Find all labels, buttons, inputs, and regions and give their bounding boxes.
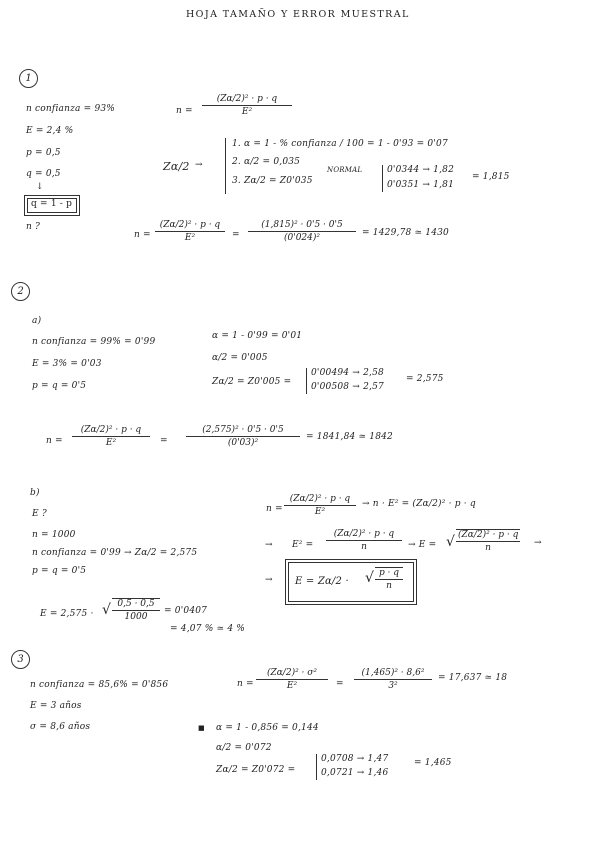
- p2a-error: E = 3% = 0'03: [32, 359, 102, 369]
- p2b-f2-arrow: →: [265, 540, 273, 550]
- p1-error: E = 2,4 %: [26, 126, 74, 136]
- p3-interp-brace: [316, 754, 317, 780]
- p2b-f2-sqrt-fraction: [456, 529, 520, 553]
- p2b-calc-result: = 0'0407: [164, 606, 208, 616]
- p1-normal-label: NORMAL: [327, 166, 363, 174]
- p1-z-arrow: →: [195, 160, 203, 170]
- p2b-label: b): [30, 488, 40, 498]
- p1-interp1: 0'0344 → 1,82: [387, 165, 455, 175]
- p2b-f1-arrow: → n · E² = (Zα/2)² · p · q: [362, 499, 476, 509]
- p2b-boxed-arrow: →: [265, 575, 273, 585]
- p2a-z: Zα/2 = Z0'005 =: [212, 377, 292, 387]
- p2b-boxed-sqrt-icon: √: [365, 570, 375, 586]
- p2b-calc-sqrt-fraction: [112, 598, 160, 622]
- p1-q: q = 0,5: [26, 169, 61, 179]
- p1-formula-fraction: [202, 94, 292, 117]
- p2b-n: n = 1000: [32, 530, 76, 540]
- p3-interp-result: = 1,465: [414, 758, 452, 768]
- p1-calc-num2: (1,815)² · 0'5 · 0'5: [248, 220, 356, 232]
- p1-calc-den2: (0'024)²: [283, 233, 320, 243]
- p1-formula-lhs: n =: [176, 106, 193, 116]
- p2b-calc-sqrt-den: 1000: [124, 612, 148, 622]
- p2b-calc-sqrt-icon: √: [102, 602, 112, 618]
- p2b-f2-num: (Zα/2)² · p · q: [326, 529, 402, 541]
- p1-interp2: 0'0351 → 1,81: [387, 180, 455, 190]
- p1-calc-fraction-1: [155, 220, 225, 243]
- p2a-calc-result: = 1841,84 ≃ 1842: [306, 432, 393, 442]
- p1-calc-den1: E²: [184, 233, 196, 243]
- p2b-f1-lhs: n =: [266, 504, 283, 514]
- p2b-f2-arrow2: → E =: [408, 540, 437, 550]
- p3-formula-lhs: n =: [237, 679, 254, 689]
- p2b-f2-fraction: [326, 529, 402, 552]
- p2b-boxed-sqrt-fraction: [375, 567, 403, 591]
- p2a-calc-eq: =: [160, 436, 168, 446]
- p3-formula-num: (Zα/2)² · σ²: [256, 668, 328, 680]
- p3-formula-fraction: [256, 668, 328, 691]
- p1-confianza: n confianza = 93%: [26, 104, 116, 114]
- p3-interp1: 0,0708 → 1,47: [321, 754, 389, 764]
- p1-z-label: Zα/2: [163, 160, 190, 173]
- p3-calc-result: = 17,637 ≃ 18: [438, 673, 508, 683]
- p2b-boxed-sqrt-num: p · q: [375, 568, 403, 580]
- p1-calc-fraction-2: [248, 220, 356, 243]
- p2a-calc-num: (2,575)² · 0'5 · 0'5: [186, 425, 300, 437]
- p1-calc-eq: =: [232, 230, 240, 240]
- p1-calc-num1: (Zα/2)² · p · q: [155, 220, 225, 232]
- p2a-interp-brace: [306, 368, 307, 394]
- p2b-f2-lhs: E² =: [292, 540, 314, 550]
- p2a-alpha: α = 1 - 0'99 = 0'01: [212, 331, 303, 341]
- problem-1-number: 1: [19, 69, 38, 88]
- p3-sigma: σ = 8,6 años: [30, 722, 91, 732]
- p1-formula-num: (Zα/2)² · p · q: [202, 94, 292, 106]
- p2b-calc-result2: = 4,07 % ≃ 4 %: [170, 624, 246, 634]
- p2b-boxed-sqrt-den: n: [386, 581, 392, 591]
- page-title: HOJA TAMAÑO Y ERROR MUESTRAL: [186, 9, 410, 20]
- p2b-confianza: n confianza = 0'99 → Zα/2 = 2,575: [32, 548, 198, 558]
- p2b-result-box: [288, 562, 414, 602]
- problem-3-number: 3: [11, 650, 30, 669]
- p2b-f1-fraction: [284, 494, 356, 517]
- p2b-f1-den: E²: [314, 507, 326, 517]
- p3-calc-eq: =: [336, 679, 344, 689]
- p2a-alpha-half: α/2 = 0'005: [212, 353, 268, 363]
- p2b-f2-sqrt-den: n: [485, 543, 491, 553]
- p2a-interp2: 0'00508 → 2,57: [311, 382, 384, 392]
- p1-q-boxed: q = 1 - p: [31, 199, 73, 209]
- p2a-calc-fraction: [186, 425, 300, 448]
- p2a-calc-den: (0'03)²: [227, 438, 259, 448]
- p3-error: E = 3 años: [30, 701, 82, 711]
- p2a-pq: p = q = 0'5: [32, 381, 87, 391]
- p3-calc-fraction: [354, 668, 432, 691]
- p3-alpha: α = 1 - 0,856 = 0,144: [216, 723, 319, 733]
- p2a-formula-num: (Zα/2)² · p · q: [72, 425, 150, 437]
- p2a-formula-lhs: n =: [46, 436, 63, 446]
- p2b-f2-arrow3: →: [534, 538, 542, 548]
- p2b-f2-sqrt-num: (Zα/2)² · p · q: [458, 530, 519, 540]
- p2a-interp-result: = 2,575: [406, 374, 444, 384]
- p1-interp-result: = 1,815: [472, 172, 510, 182]
- p1-step2: 2. α/2 = 0,035: [232, 157, 301, 167]
- p1-calc-result: = 1429,78 ≃ 1430: [362, 228, 449, 238]
- p1-step1: 1. α = 1 - % confianza / 100 = 1 - 0'93 = 0'07: [232, 139, 448, 149]
- p2b-error-q: E ?: [32, 509, 47, 519]
- p2b-f2-sqrt-icon: √: [446, 534, 456, 550]
- p3-alpha-half: α/2 = 0'072: [216, 743, 272, 753]
- p2b-pq: p = q = 0'5: [32, 566, 87, 576]
- p2a-label: a): [32, 316, 42, 326]
- p1-step3: 3. Zα/2 = Z0'035: [232, 176, 313, 186]
- p3-calc-den: 3²: [388, 681, 398, 691]
- p3-z: Zα/2 = Z0'072 =: [216, 765, 296, 775]
- p1-formula-den: E²: [241, 107, 253, 117]
- p1-q-box: [27, 198, 77, 213]
- p1-interp-brace: [382, 165, 383, 192]
- p2a-interp1: 0'00494 → 2,58: [311, 368, 384, 378]
- p3-bullet: ■: [198, 724, 205, 732]
- p2b-calc-lhs: E = 2,575 ·: [40, 609, 94, 619]
- p1-calc-lhs: n =: [134, 230, 151, 240]
- p3-calc-num: (1,465)² · 8,6²: [354, 668, 432, 680]
- p2b-calc-sqrt-num: 0,5 · 0,5: [112, 599, 160, 611]
- problem-2-number: 2: [11, 282, 30, 301]
- p2b-boxed: E = Zα/2 ·: [295, 576, 349, 587]
- p1-steps-brace: [225, 138, 226, 194]
- p1-arrow: ↓: [36, 182, 44, 192]
- p2a-confianza: n confianza = 99% = 0'99: [32, 337, 156, 347]
- p1-n-question: n ?: [26, 222, 41, 232]
- p2a-formula-fraction: [72, 425, 150, 448]
- p2b-f1-num: (Zα/2)² · p · q: [284, 494, 356, 506]
- p2b-f2-den: n: [361, 542, 367, 552]
- p1-p: p = 0,5: [26, 148, 61, 158]
- p3-confianza: n confianza = 85,6% = 0'856: [30, 680, 169, 690]
- p2a-formula-den: E²: [105, 438, 117, 448]
- p3-interp2: 0,0721 → 1,46: [321, 768, 389, 778]
- p3-formula-den: E²: [286, 681, 298, 691]
